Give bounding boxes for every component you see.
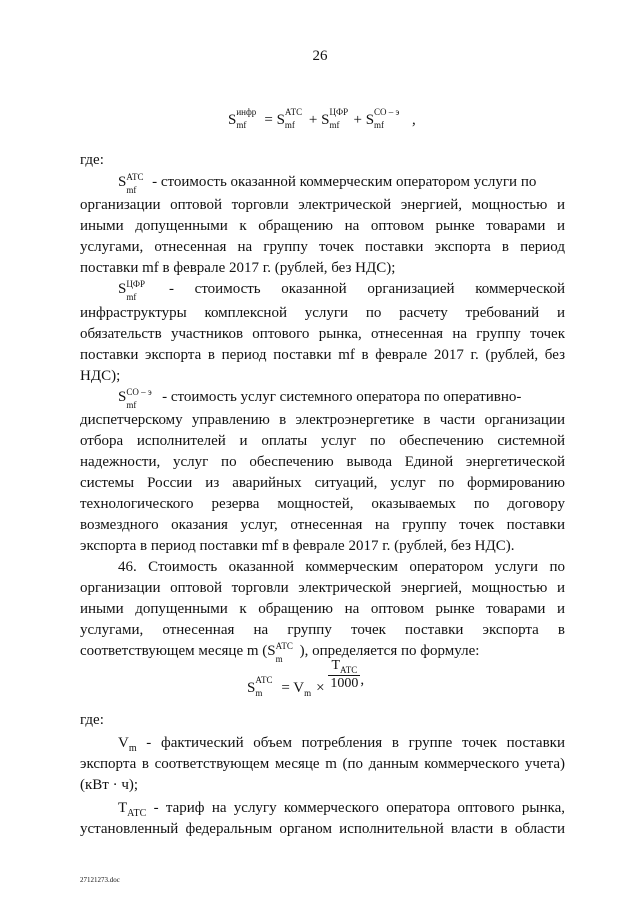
text-line: организации оптовой торговли электрической энергией, мощностью и (80, 197, 565, 213)
text-line: организации оптовой торговли электрической энергией, мощностью и (80, 580, 565, 596)
definition-v-m: $V_m$ - фактический объем потребления в группе точек поставки (118, 735, 565, 754)
text-line: поставки mf в феврале 2017 г. (рублей, без НДС); (80, 260, 396, 276)
text-line: отбора исполнителей и оплаты услуг по обеспечению системной (80, 433, 565, 449)
text-line: инфраструктуры комплексной услуги по расчету требований и (80, 305, 565, 321)
where-label: где: (80, 712, 104, 728)
text-line: обязательств участников оптового рынка, отнесенная на группу точек (80, 326, 565, 342)
text-line: технологического резерва мощностей, оказываемых по договору (80, 496, 565, 512)
formula-lhs: S инфр mf (228, 107, 257, 130)
text-line: экспорта в соответствующем месяце m (по данным коммерческого учета) (80, 756, 565, 772)
text-line: диспетчерскому управлению в электроэнергетике в части организации (80, 412, 565, 428)
definition-s-cfr: S ЦФР mf - стоимость оказанной организацией коммерческой (118, 279, 565, 302)
text-line: экспорта в период поставки mf в феврале 2017 г. (рублей, без НДС). (80, 538, 515, 554)
text-line: возмездного оказания услуг, отнесенная на группу точек поставки (80, 517, 565, 533)
text-line: иными допущенными к обращению на оптовом рынке товарами и (80, 218, 565, 234)
fraction: $\frac{T_{АТС}}{1000}$ (330, 658, 359, 691)
text-line: (кВт · ч); (80, 777, 139, 793)
text-line: услугами, отнесенная на группу точек поставки экспорта в (80, 622, 565, 638)
definition-s-ats: S АТС mf - стоимость оказанной коммерческим оператором услуги по (118, 172, 537, 195)
where-label: где: (80, 152, 104, 168)
text-line: НДС); (80, 368, 121, 384)
definition-s-so: S СО – э mf - стоимость услуг системного оператора по оперативно- (118, 387, 522, 410)
formula-infr: S инфр mf = S АТС mf + S ЦФР mf + S СО – э mf , (228, 107, 416, 130)
text-line: услугами, отнесенная на группу точек поставки экспорта в период (80, 239, 565, 255)
paragraph-46: 46. Стоимость оказанной коммерческим оператором услуги по (118, 559, 565, 575)
text-line: иными допущенными к обращению на оптовом рынке товарами и (80, 601, 565, 617)
text-line: системы России из аварийных ситуаций, услуг по формированию (80, 475, 565, 491)
definition-t-ats: $T_{АТС}$ - тариф на услугу коммерческого оператора оптового рынка, (118, 800, 565, 819)
file-name-footer: 27121273.doc (80, 876, 120, 884)
page-number: 26 (312, 48, 328, 64)
text-line: поставки экспорта в период поставки mf в феврале 2017 г. (рублей, без (80, 347, 565, 363)
text-line: надежности, услуг по обеспечению вывода Единой энергетической (80, 454, 565, 470)
text-line: установленный федеральным органом исполнительной власти в области (80, 821, 565, 837)
formula-ats: S АТС m = V m × $\frac{T_{АТС}}{1000}$ , (247, 658, 365, 699)
text-line: соответствующем месяце m (S АТС m ), определяется по формуле: (80, 641, 480, 664)
